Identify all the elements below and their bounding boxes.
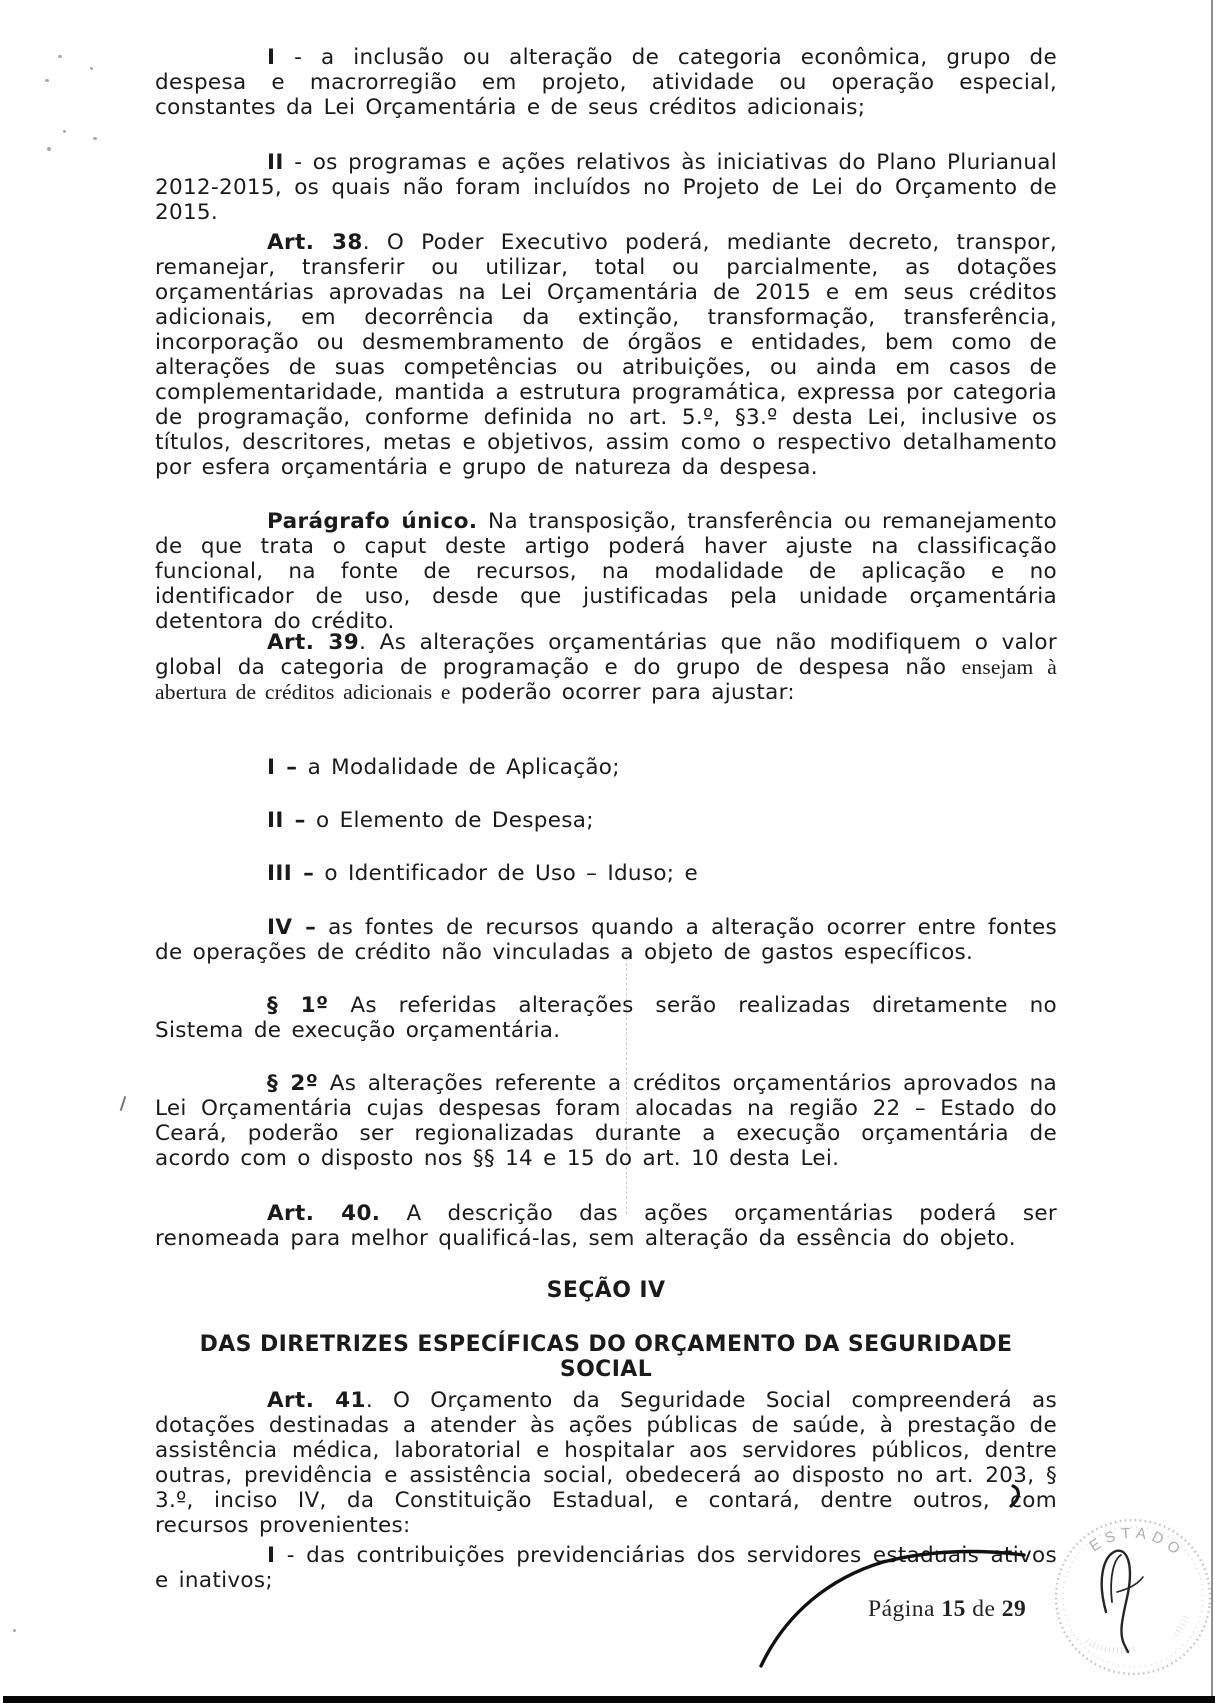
art-41-inciso-i-numeral: I [267,1543,276,1568]
art-38-text: . O Poder Executivo poderá, mediante decreto, transpor, remanejar, transferir ou utilizar, total ou parcialmente, as dotações orçamentárias aprovadas na Lei Orçamentária de 2015 e em seus créditos adicionais, em decorrência da extinção, transformação, transferência, incorporação ou desmembramento de órgãos e entidades, bem como de alterações de suas competências ou atribuições, ou ainda em casos de complementaridade, mantida a estrutura programática, expressa por categoria de programação, conforme definida no art. 5.º, §3.º desta Lei, inclusive os títulos, descritores, metas e objetivos, assim como o respectivo detalhamento por esfera orçamentária e grupo de natureza da despesa. [155,230,1057,480]
paragraph-art-39-inciso-iv [155,915,1057,965]
art-39-label: Art. 39 [267,630,360,655]
quill-cross-stroke [1117,1577,1143,1592]
inciso-i-text: - a inclusão ou alteração de categoria econômica, grupo de despesa e macrorregião em projeto, atividade ou operação especial, constantes da Lei Orçamentária e de seus créditos adicionais; [155,45,1057,120]
official-stamp [1047,1511,1215,1683]
page-number-current: 15 [941,1596,966,1622]
par-2-label: § 2º [267,1071,319,1096]
art-41-inciso-i-text: - das contribuições previdenciárias dos servidores estaduais ativos e inativos; [155,1543,1057,1593]
art-39-inciso-i-numeral: I – [267,755,298,780]
par-1-text: As referidas alterações serão realizadas diretamente no Sistema de execução orçamentária. [155,993,1057,1043]
paragrafo-unico-text: Na transposição, transferência ou remanejamento de que trata o caput deste artigo poderá haver ajuste na classificação funcional, na fonte de recursos, na modalidade de aplicação e no identificador de uso, desde que justificadas pela unidade orçamentária detentora do crédito. [155,509,1057,634]
paragraph-paragrafo-unico [155,509,1057,634]
paragraph-art-39-inciso-i [155,755,1057,780]
scan-speck [45,79,49,82]
par-2-text: As alterações referente a créditos orçamentários aprovados na Lei Orçamentária cujas despesas foram alocadas na região 22 – Estado do Ceará, poderão ser regionalizadas durante a execução orçamentária de acordo com o disposto nos §§ 14 e 15 do art. 10 desta Lei. [155,1071,1058,1171]
scan-edge-line [1211,0,1213,1696]
art-39-inciso-iii-text: o Identificador de Uso – Iduso; e [314,861,699,886]
scan-speck [63,130,66,133]
inciso-i-numeral: I [267,45,276,70]
art-40-text: A descrição das ações orçamentárias poderá ser renomeada para melhor qualificá-las, sem alteração da essência do objeto. [155,1201,1057,1251]
art-39-inciso-iii-numeral: III – [267,861,315,886]
paragraph-art-40 [155,1201,1057,1251]
art-39-inciso-iv-numeral: IV – [267,915,317,940]
art-39-inciso-ii-numeral: II – [267,808,306,833]
art-39-inciso-ii-text: o Elemento de Despesa; [305,808,594,833]
page-number-prefix: Página [868,1596,942,1622]
paragraph-inciso-ii [155,150,1057,225]
paragraph-par-2 [155,1071,1057,1171]
paragraph-art-39 [155,630,1057,705]
stamp-inner-ring [1055,1519,1211,1675]
section-heading: SEÇÃO IV [546,1278,666,1303]
scan-speck [47,147,51,151]
page-number [868,1596,1026,1623]
art-39-text-1: . As alterações orçamentárias que não modifiquem o valor global da categoria de programação e do grupo de despesa não [155,630,1057,680]
art-39-inciso-i-text: a Modalidade de Aplicação; [297,755,620,780]
art-41-label: Art. 41 [267,1388,366,1413]
paragraph-par-1 [155,993,1057,1043]
paragraph-inciso-i [155,45,1057,120]
scan-bottom-bar [3,1696,1215,1703]
art-39-inciso-iv-text: as fontes de recursos quando a alteração ocorrer entre fontes de operações de crédito não vinculadas a objeto de gastos específicos. [155,915,1057,965]
margin-pen-tick [120,1096,127,1111]
stamp-arc-path [1090,1533,1188,1569]
stamp-arc-text-wrap [1085,1519,1189,1566]
paragraph-art-41-inciso-i [155,1543,1057,1593]
paragraph-art-38 [155,230,1057,480]
quill-inner-stroke [1111,1555,1121,1602]
art-38-label: Art. 38 [267,230,363,255]
scan-speck [13,1629,16,1632]
art-39-text-serif: ensejam à abertura de créditos adicionais e [155,655,1057,704]
art-40-label: Art. 40. [267,1201,381,1226]
stamp-bottom-arc [1084,1639,1135,1652]
stamp-arc-text: ESTADO [1086,1524,1188,1562]
scan-speck [93,137,97,140]
par-1-label: § 1º [267,993,329,1018]
art-41-text: . O Orçamento da Seguridade Social compreenderá as dotações destinadas a atender às ações públicas de saúde, à prestação de assistência médica, laboratorial e hospitalar aos servidores públicos, dentre outras, previdência e assistência social, obedecerá ao disposto no art. 203, § 3.º, inciso IV, da Constituição Estadual, e contará, dentre outros, com recursos provenientes: [155,1388,1057,1538]
stamp-signature-loop [1102,1551,1143,1652]
art-39-text-2: poderão ocorrer para ajustar: [450,680,795,705]
section-title: DAS DIRETRIZES ESPECÍFICAS DO ORÇAMENTO DA SEGURIDADE SOCIAL [199,1332,1013,1382]
scan-speck [58,55,62,58]
scan-speck [90,67,93,70]
stamp-side-arc [1173,1615,1186,1638]
paragraph-art-39-inciso-ii [155,808,1057,833]
page-number-total: 29 [1001,1596,1027,1622]
paragraph-art-39-inciso-iii [155,861,1057,886]
paragrafo-unico-label: Parágrafo único. [267,509,478,534]
stamp-outer-ring [1047,1511,1215,1683]
quill-loop-stroke [1102,1551,1130,1652]
inciso-ii-text: - os programas e ações relativos às iniciativas do Plano Plurianual 2012-2015, os quais não foram incluídos no Projeto de Lei do Orçamento de 2015. [155,150,1057,225]
page-number-separator: de [965,1596,1002,1622]
paragraph-art-41 [155,1388,1057,1538]
inciso-ii-numeral: II [267,150,284,175]
